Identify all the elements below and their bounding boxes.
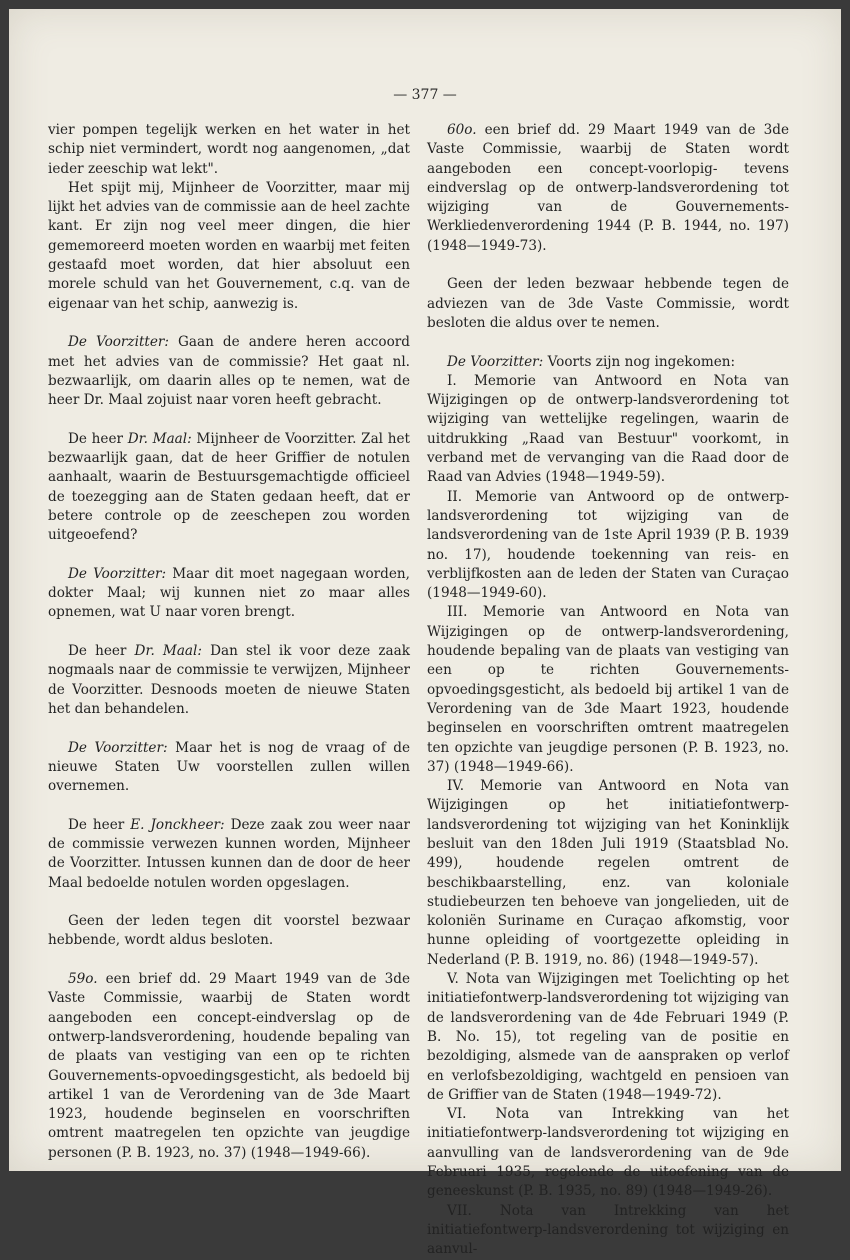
speech-paragraph xyxy=(48,430,410,546)
speech-text: Voorts zijn nog ingekomen: xyxy=(543,353,736,370)
agenda-item xyxy=(48,970,410,1163)
speaker: De Voorzitter: xyxy=(447,353,544,370)
speaker-prefix: De heer xyxy=(68,643,135,660)
speaker-prefix: De heer xyxy=(68,430,128,447)
list-item: I. Memorie van Antwoord en Nota van Wijzigingen op de ontwerp-landsverordening tot wijziging van wettelijke regelingen, waarin de uitdrukking „Raad van Bestuur" voorkomt, in verband met de vervanging van die Raad door de Raad van Advies (1948—1949-59). xyxy=(427,372,789,486)
item-number: 59o. xyxy=(68,971,98,988)
paragraph: vier pompen tegelijk werken en het water in het schip niet vermindert, wordt nog aangenomen, „dat ieder zeeschip wat lekt". xyxy=(48,122,410,177)
speech-text: Mijnheer de Voorzitter. Zal het bezwaarlijk gaan, dat de heer Griffier de notulen aanhaalt, waarin de Bestuursgemachtigde officieel de toezegging aan de Staten gedaan heeft, dat er betere controle op de zeeschepen zou worden uitgeoefend? xyxy=(48,430,410,544)
speech-paragraph xyxy=(48,642,410,719)
item-text: een brief dd. 29 Maart 1949 van de 3de Vaste Commissie, waarbij de Staten wordt aangeboden een concept-voorlopig- tevens eindverslag op de ontwerp-landsverordening tot wijziging van de Gouvernements-Werkliedenverordening 1944 (P. B. 1944, no. 197) (1948—1949-73). xyxy=(427,122,789,254)
speech-text: Deze zaak zou weer naar de commissie verwezen kunnen worden, Mijnheer de Voorzitter. Intussen kunnen dan de door de heer Maal bedoelde notulen worden opgeslagen. xyxy=(48,816,410,891)
list-item: VI. Nota van Intrekking van het initiatiefontwerp-landsverordening tot wijziging en aanvulling van de landsverordening van de 9de Februari 1935, regelende de uitoefening van de geneeskunst (P. B. 1935, no. 89) (1948—1949-26). xyxy=(427,1106,789,1200)
speech-text: Dan stel ik voor deze zaak nogmaals naar de commissie te verwijzen, Mijnheer de Voorzitter. Desnoods moeten de nieuwe Staten het dan behandelen. xyxy=(48,643,410,717)
speech-paragraph xyxy=(48,565,410,623)
paragraph: Geen der leden bezwaar hebbende tegen de adviezen van de 3de Vaste Commissie, wordt besloten die aldus over te nemen. xyxy=(427,276,789,331)
item-number: 60o. xyxy=(447,122,477,138)
speaker: De Voorzitter: xyxy=(68,565,167,582)
speaker: Dr. Maal: xyxy=(134,643,202,660)
document-page xyxy=(9,9,841,1258)
paragraph: Het spijt mij, Mijnheer de Voorzitter, maar mij lijkt het advies van de commissie aan de heel zachte kant. Er zijn nog veel meer dingen, die hier gememoreerd moeten worden en waarbij met feiten gestaafd moet worden, dat hier absoluut een morele schuld van het Gouvernement, c.q. van de eigenaar van het schip, aanwezig is. xyxy=(48,179,410,312)
right-column xyxy=(427,121,789,1260)
speech-text: Maar het is nog de vraag of de nieuwe Staten Uw voorstellen zullen willen overnemen. xyxy=(48,739,410,795)
list-item: VII. Nota van Intrekking van het initiatiefontwerp-landsverordening tot wijziging en aanvul- xyxy=(427,1202,789,1258)
speaker-prefix: De heer xyxy=(68,816,131,833)
speech-paragraph xyxy=(48,333,410,410)
list-item: IV. Memorie van Antwoord en Nota van Wijzigingen op het initiatiefontwerp-landsverordening tot wijziging van het Koninklijk besluit van den 18den Juli 1919 (Staatsblad No. 499), houdende regelen omtrent de beschikbaarstelling, enz. van koloniale studiebeurzen ten behoeve van jongelieden, uit de koloniën Suriname en Curaçao afkomstig, voor hunne opleiding of voortgezette opleiding in Nederland (P. B. 1919, no. 86) (1948—1949-57). xyxy=(427,778,789,968)
list-item: II. Memorie van Antwoord op de ontwerp-landsverordening tot wijziging van de landsverordening van de 1ste April 1939 (P. B. 1939 no. 17), houdende toekenning van reis- en verblijfkosten aan de leden der Staten van Curaçao (1948—1949-60). xyxy=(427,488,789,602)
list-item: V. Nota van Wijzigingen met Toelichting op het initiatiefontwerp-landsverordening tot wijziging van de landsverordening van de 4de Februari 1949 (P. B. No. 15), tot regeling van de positie en bezoldiging, alsmede van de aanspraken op verlof en verlofsbezoldiging, wachtgeld en pensioen van de Griffier van de Staten (1948—1949-72). xyxy=(427,971,789,1103)
item-text: een brief dd. 29 Maart 1949 van de 3de Vaste Commissie, waarbij de Staten wordt aangeboden een concept-eindverslag op de ontwerp-landsverordening, houdende bepaling van de plaats van vestiging van een op te richten Gouvernements-opvoedingsgesticht, als bedoeld bij artikel 1 van de Verordening van de 3de Maart 1923, houdende beginselen en voorschriften omtrent maatregelen ten opzichte van jeugdige personen (P. B. 1923, no. 37) (1948—1949-66). xyxy=(48,971,410,1161)
paragraph: Geen der leden tegen dit voorstel bezwaar hebbende, wordt aldus besloten. xyxy=(48,913,410,949)
left-column xyxy=(48,121,410,1163)
speaker: E. Jonckheer: xyxy=(130,816,225,833)
speech-paragraph xyxy=(48,816,410,893)
speech-paragraph xyxy=(427,353,789,372)
speech-text: Gaan de andere heren accoord met het advies van de commissie? Het gaat nl. bezwaarlijk, om daarin alles op te nemen, wat de heer Dr. Maal zojuist naar voren heeft gebracht. xyxy=(48,334,410,409)
speaker: De Voorzitter: xyxy=(68,739,168,756)
speaker: Dr. Maal: xyxy=(127,430,192,447)
agenda-item xyxy=(427,121,789,256)
list-item: III. Memorie van Antwoord en Nota van Wijzigingen op de ontwerp-landsverordening, houdende bepaling van de plaats van vestiging van een op te richten Gouvernements-opvoedingsgesticht, als bedoeld bij artikel 1 van de Verordening van de 3de Maart 1923, houdende beginselen en voorschriften omtrent maatregelen ten opzichte van jeugdige personen (P. B. 1923, no. 37) (1948—1949-66). xyxy=(427,604,789,775)
speech-paragraph xyxy=(48,739,410,797)
speaker: De Voorzitter: xyxy=(68,334,169,351)
speech-text: Maar dit moet nagegaan worden, dokter Maal; wij kunnen niet zo maar alles opnemen, wat U naar voren brengt. xyxy=(48,565,410,621)
page-number: — 377 — xyxy=(393,87,457,103)
